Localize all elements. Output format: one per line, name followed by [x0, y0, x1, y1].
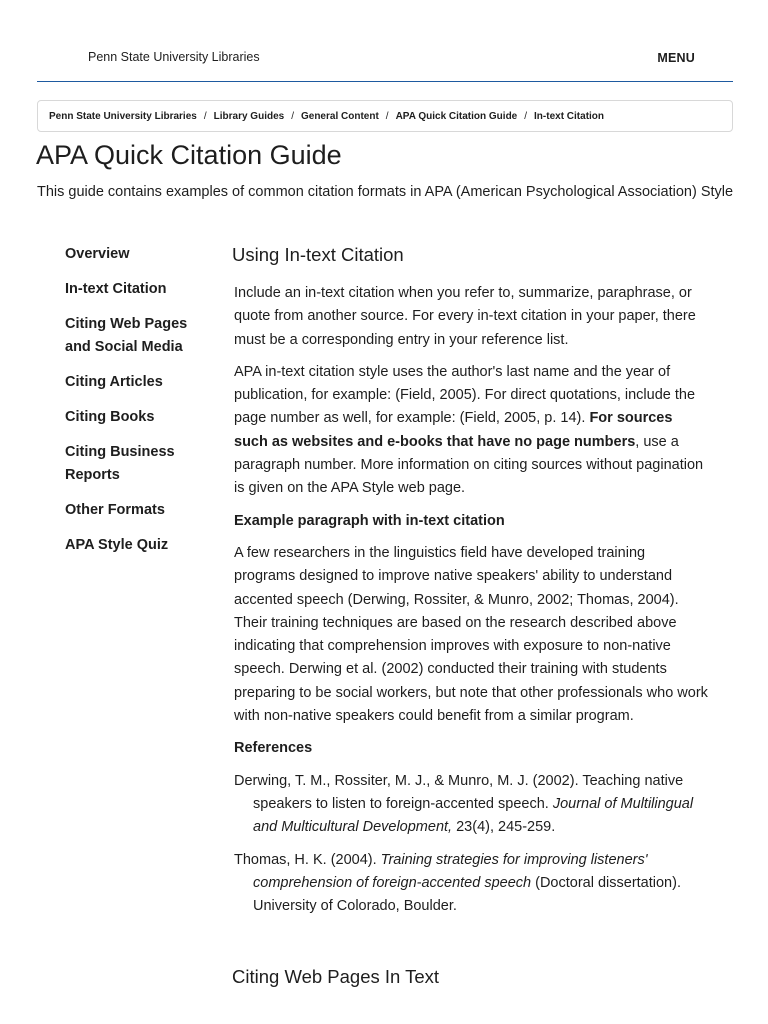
reference-text-end: 23(4), 245-259.	[452, 819, 556, 836]
main-content	[234, 243, 709, 927]
guide-side-nav	[65, 243, 205, 569]
citation-style-text-end: , use a paragraph number. More information on citing sources without pagination is given on the APA Style web page.	[234, 433, 704, 497]
section-heading-web-pages: Citing Web Pages In Text	[232, 966, 440, 987]
site-header	[37, 0, 733, 82]
nav-item-citing-articles[interactable]: Citing Articles	[65, 374, 163, 390]
nav-item-apa-style-quiz[interactable]: APA Style Quiz	[65, 537, 169, 553]
breadcrumb-separator: /	[524, 110, 528, 122]
nav-item-citing-books[interactable]: Citing Books	[65, 409, 155, 425]
nav-item-citing-web-pages[interactable]: Citing Web Pages and Social Media	[65, 316, 188, 355]
breadcrumb-separator: /	[291, 110, 294, 122]
example-heading: Example paragraph with in-text citation	[234, 512, 505, 529]
breadcrumb-item-library-guides[interactable]: Library Guides	[213, 110, 285, 122]
reference-entry	[234, 770, 709, 840]
section-heading: Using In-text Citation	[232, 244, 404, 265]
citation-style-text: APA in-text citation style uses the author's last name and the year of publication, for example: (Field, 2005). For direct quotations, include the page number as well, for example: (Field, 2005, p. 14).	[234, 363, 696, 427]
breadcrumb-separator: /	[203, 110, 207, 122]
reference-text: Thomas, H. K. (2004).	[234, 851, 381, 868]
citation-style-paragraph	[234, 361, 709, 501]
breadcrumb-separator: /	[385, 110, 389, 122]
page-title: APA Quick Citation Guide	[36, 140, 342, 170]
intro-paragraph: Include an in-text citation when you refer to, summarize, paraphrase, or quote from another source. For every in-text citation in your paper, there must be a corresponding entry in your reference list.	[234, 285, 696, 348]
reference-text: Derwing, T. M., Rossiter, M. J., & Munro, M. J. (2002). Teaching native speakers to listen to foreign-accented speech.	[234, 772, 684, 812]
no-page-numbers-note: For sources such as websites and e-books that have no page numbers	[234, 410, 673, 450]
nav-item-citing-business-reports[interactable]: Citing Business Reports	[65, 444, 175, 483]
nav-item-other-formats[interactable]: Other Formats	[65, 502, 165, 518]
page-description: This guide contains examples of common citation formats in APA (American Psychological Association) Style	[37, 184, 734, 200]
breadcrumb-item-apa-guide[interactable]: APA Quick Citation Guide	[395, 110, 518, 122]
breadcrumb-item-libraries[interactable]: Penn State University Libraries	[49, 110, 197, 122]
references-heading: References	[234, 740, 313, 757]
breadcrumb-item-current: In-text Citation	[534, 110, 605, 122]
reference-entry	[234, 849, 709, 919]
reference-journal: Journal of Multilingual and Multicultural Development,	[253, 795, 694, 836]
breadcrumb	[37, 100, 733, 132]
nav-item-overview[interactable]: Overview	[65, 246, 130, 262]
reference-title: Training strategies for improving listeners' comprehension of foreign-accented speech	[253, 851, 648, 891]
example-paragraph: A few researchers in the linguistics field have developed training programs designed to improve native speakers' ability to understand accented speech (Derwing, Rossiter, & Munro, 2002; Thomas, 2004). Their training techniques are based on the research described above indicating that comprehension improves with exposure to non-native speech. Derwing et al. (2002) conducted their training with students preparing to be social workers, but note that other professionals who work with non-native speakers could benefit from a similar program.	[234, 544, 708, 725]
reference-text-end: (Doctoral dissertation). University of Colorado, Boulder.	[253, 874, 681, 915]
breadcrumb-item-general-content[interactable]: General Content	[300, 110, 379, 122]
nav-item-in-text-citation[interactable]: In-text Citation	[65, 281, 167, 297]
menu-button[interactable]: MENU	[657, 51, 695, 65]
site-name-link[interactable]: Penn State University Libraries	[88, 50, 260, 64]
